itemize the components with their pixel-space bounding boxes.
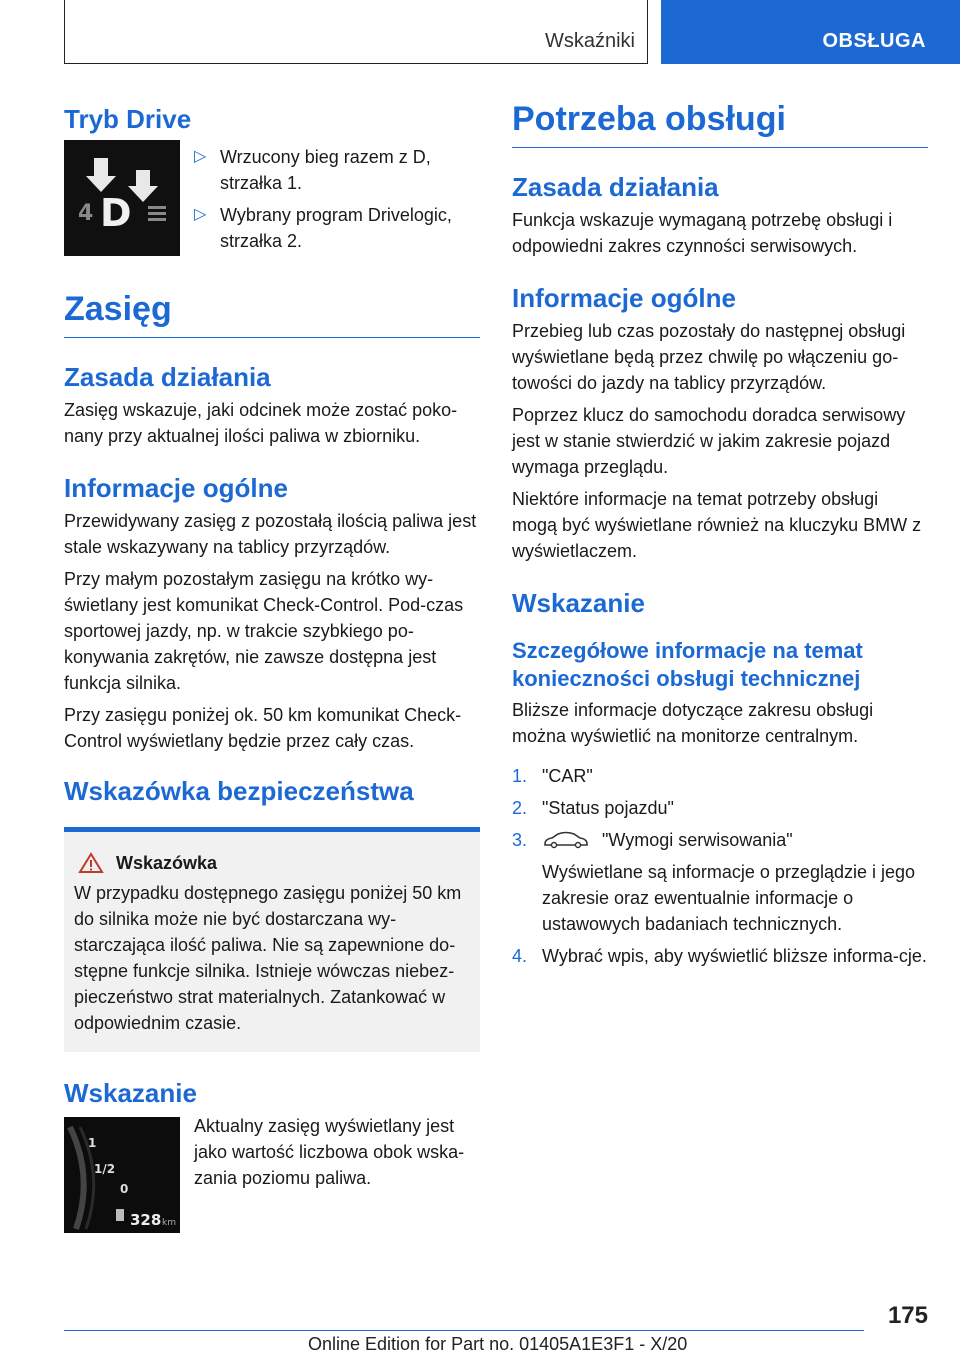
list-item: 3. "Wymogi serwisowania" Wyświetlane są informacje o przeglądzie i jego zakresie oraz ewentualnie informacje o ustawowych badaniach technicznych. xyxy=(512,827,928,937)
service-detail-title: Szczegółowe informacje na temat konieczności obsługi technicznej xyxy=(512,638,863,691)
service-detail-text: Bliższe informacje dotyczące zakresu obsługi można wyświetlić na monitorze centralnym. xyxy=(512,700,874,746)
range-principle-title: Zasada działania xyxy=(64,362,271,392)
range-principle-text: Zasięg wskazuje, jaki odcinek może zostać poko-nany przy aktualnej ilości paliwa w zbiorniku. xyxy=(64,400,458,446)
range-general-p1: Przewidywany zasięg z pozostałą ilością paliwa jest stale wskazywany na tablicy przyrządów. xyxy=(64,511,477,557)
range-display-title: Wskazanie xyxy=(64,1078,197,1108)
drive-indicator-image xyxy=(64,140,180,256)
svg-text:0: 0 xyxy=(120,1182,129,1196)
warning-triangle-icon xyxy=(78,852,104,874)
svg-text:km: km xyxy=(162,1218,176,1228)
right-column xyxy=(512,100,928,975)
service-steps xyxy=(512,763,928,969)
range-display-text-wrap xyxy=(194,1113,484,1197)
range-display-block xyxy=(64,1113,480,1239)
svg-text:328: 328 xyxy=(130,1211,162,1229)
drive-title: Tryb Drive xyxy=(64,104,192,134)
svg-text:2: 2 xyxy=(150,172,158,185)
drive-section xyxy=(64,104,480,251)
fuel-gauge-icon xyxy=(64,1117,180,1233)
drive-indicator-icon xyxy=(64,140,180,256)
warning-box xyxy=(64,827,480,1052)
range-general-p2: Przy małym pozostałym zasięgu na krótko wy-świetlany jest komunikat Check-Control. Pod-czas sportowej jazdy, np. w trakcie szybkiego po-konywania zakrętów, nie zawsze dostępna jest funkcja silnika. xyxy=(64,569,464,693)
left-column xyxy=(64,100,480,1239)
service-display-title: Wskazanie xyxy=(512,588,645,618)
range-title: Zasięg xyxy=(64,290,480,338)
list-item: 1. "CAR" xyxy=(512,766,593,786)
triangle-bullet-icon: ▷ xyxy=(194,206,207,223)
svg-text:1: 1 xyxy=(88,1136,97,1150)
triangle-bullet-icon: ▷ xyxy=(194,148,207,165)
footer-edition: Online Edition for Part no. 01405A1E3F1 - X/20 xyxy=(308,1334,688,1354)
service-principle-text: Funkcja wskazuje wymaganą potrzebę obsługi i odpowiedni zakres czynności serwisowych. xyxy=(512,210,893,256)
service-general-p1: Przebieg lub czas pozostały do następnej obsługi wyświetlane będą przez chwilę po włączeniu go-towości do jazdy na tablicy przyrządów. xyxy=(512,321,906,393)
header-chapter-tab xyxy=(661,0,960,64)
list-item: 2. "Status pojazdu" xyxy=(512,798,674,818)
fuel-gauge-image xyxy=(64,1117,180,1233)
header-section-box xyxy=(64,0,648,64)
warning-text: W przypadku dostępnego zasięgu poniżej 50 km do silnika może nie być dostarczana wy-starczająca ilość paliwa. Nie są zapewnione do-stępne funkcje silnika. Istnieje wówczas niebez-pieczeństwo strat materialnych. Zatankować w odpowiednim czasie. xyxy=(74,883,462,1033)
list-item: ▷ Wybrany program Drivelogic, strzałka 2. xyxy=(194,202,484,254)
step-subtext: Wyświetlane są informacje o przeglądzie i jego zakresie oraz ewentualnie informacje o ustawowych badaniach technicznych. xyxy=(542,862,916,934)
range-general-p3: Przy zasięgu poniżej ok. 50 km komunikat Check-Control wyświetlany będzie przez cały czas. xyxy=(64,705,462,751)
service-principle-title: Zasada działania xyxy=(512,172,719,202)
service-general-p2: Poprzez klucz do samochodu doradca serwisowy jest w stanie stwierdzić w jakim zakresie pojazd wymaga przeglądu. xyxy=(512,405,906,477)
svg-text:D: D xyxy=(100,191,132,235)
warning-label: Wskazówka xyxy=(116,852,218,873)
svg-text:1: 1 xyxy=(108,160,116,173)
drive-bullets xyxy=(194,144,484,260)
list-item: 4. Wybrać wpis, aby wyświetlić bliższe informa-cje. xyxy=(512,946,927,966)
range-general-title: Informacje ogólne xyxy=(64,473,288,503)
service-general-title: Informacje ogólne xyxy=(512,283,736,313)
warning-heading xyxy=(74,852,470,874)
car-icon xyxy=(542,830,590,850)
safety-title: Wskazówka bezpieczeństwa xyxy=(64,776,414,806)
svg-text:1/2: 1/2 xyxy=(94,1162,116,1176)
range-display-text: Aktualny zasięg wyświetlany jest jako wartość liczbowa obok wska-zania poziomu paliwa. xyxy=(194,1116,465,1188)
svg-text:4: 4 xyxy=(78,201,94,226)
header-section: Wskaźniki xyxy=(544,30,635,52)
footer-divider xyxy=(64,1330,864,1331)
page-number: 175 xyxy=(887,1302,928,1329)
service-general-p3: Niektóre informacje na temat potrzeby obsługi mogą być wyświetlane również na kluczyku BMW z wyświetlaczem. xyxy=(512,489,922,561)
service-title: Potrzeba obsługi xyxy=(512,100,928,148)
list-item: ▷ Wrzucony bieg razem z D, strzałka 1. xyxy=(194,144,484,196)
header-chapter: OBSŁUGA xyxy=(822,30,926,52)
